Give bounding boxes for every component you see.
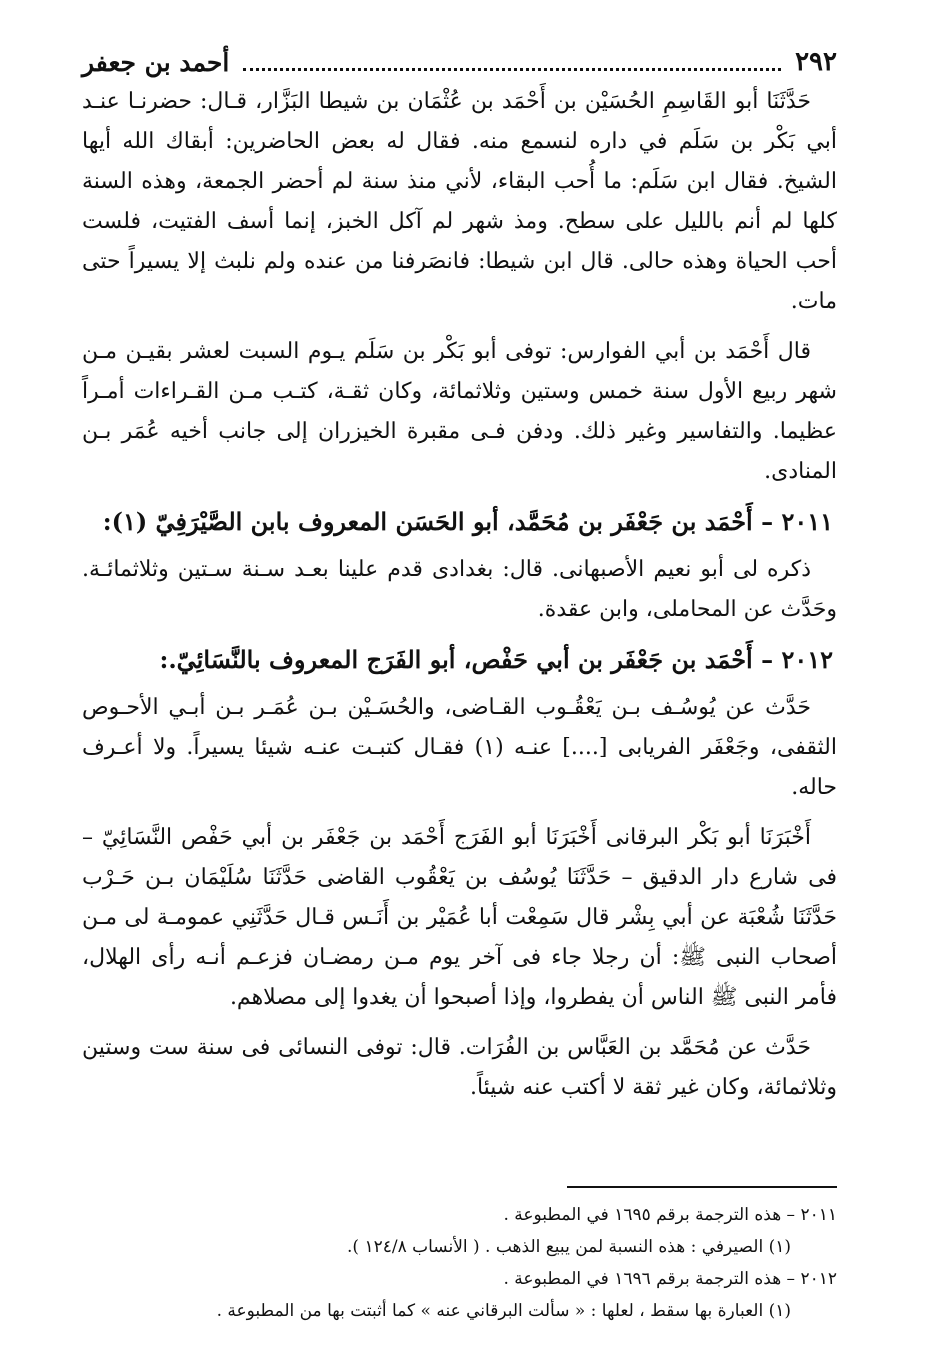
paragraph: حَدَّث عن مُحَمَّد بن العَبَّاس بن الفُرَات. قال: توفى النسائى فى سنة ست وستين وثلاثمائة، وكان غير ثقة لا أكتب عنه شيئاً. xyxy=(82,1035,837,1100)
page-header xyxy=(82,42,837,82)
paragraph: حَدَّثَنَا أبو القَاسِمِ الحُسَيْن بن أَحْمَد بن عُثْمَان بن شيطا البَزَّار، قـال: حضرنـا عنـد أبي بَكْر بن سَلَم في داره لنسمع منه. فقال له بعض الحاضرين: أبقاك الله أيها الشيخ. فقال ابن سَلَم: ما أُحب البقاء، لأني منذ سنة لم أحضر الجمعة، وهذه السنة كلها لم أنم بالليل على سطح. ومذ شهر لم آكل الخبز، إنما أسف الفتيت، فلست أحب الحياة وهذه حالى. قال ابن شيطا: فانصَرفنا من عنده ولم نلبث إلا يسيراً حتى مات. xyxy=(82,89,837,314)
footnote: ٢٠١٢ – هذه الترجمة برقم ١٦٩٦ في المطبوعة . xyxy=(503,1269,837,1289)
running-title: أحمد بن جعفر xyxy=(82,47,230,77)
footnote: (١) العبارة بها سقط ، لعلها : « سألت البرقاني عنه » كما أثبتت بها من المطبوعة . xyxy=(216,1301,791,1321)
footnotes xyxy=(82,1186,837,1328)
footnote: ٢٠١١ – هذه الترجمة برقم ١٦٩٥ في المطبوعة . xyxy=(503,1205,837,1225)
paragraph: حَدَّث عن يُوسُـف بـن يَعْقُـوب القـاضى، والحُسَـيْن بـن عُمَـر بـن أبـي الأحـوص الثقفى، وجَعْفَر الفريابى [....] عنـه (١) فقـال كتبـت عنـه شيئا يسيراً. ولا أعـرف حاله. xyxy=(82,695,837,800)
footnote: (١) الصيرفي : هذه النسبة لمن يبيع الذهب . ( الأنساب ١٢٤/٨ ). xyxy=(347,1237,791,1257)
footnote-rule xyxy=(567,1186,837,1188)
paragraph: أَخْبَرَنَا أبو بَكْر البرقانى أَخْبَرَنَا أبو الفَرَج أَحْمَد بن جَعْفَر بن أبي حَفْص النَّسَائِيّ – فى شارع دار الدقيق – حَدَّثَنَا يُوسُف بن يَعْقُوب القاضى حَدَّثَنَا سُلَيْمَان بـن حَـرْب حَدَّثَنَا شُعْبَة عن أبي بِشْر قال سَمِعْت أبا عُمَيْر بن أَنَـس قـال حَدَّثَنِي عمومـة لى مـن أصحاب النبى ﷺ: أن رجلا جاء فى آخر يوم مـن رمضـان فزعـم أنـه رأى الهلال، فأمر النبى ﷺ الناس أن يفطروا، وإذا أصبحوا أن يغدوا إلى مصلاهم. xyxy=(82,825,837,1010)
paragraph: ذكره لى أبو نعيم الأصبهانى. قال: بغدادى قدم علينا بعـد سـنة سـتين وثلاثمائـة. وحَدَّث عن المحاملى، وابن عقدة. xyxy=(82,557,837,622)
entry-heading-2012: ٢٠١٢ – أَحْمَد بن جَعْفَر بن أبي حَفْص، أبو الفَرَج المعروف بالنَّسَائِيّ.: xyxy=(159,645,833,674)
page-number: ٢٩٢ xyxy=(795,47,837,77)
main-text xyxy=(82,82,837,1118)
paragraph: قال أَحْمَد بن أبي الفوارس: توفى أبو بَكْر بن سَلَم يـوم السبت لعشر بقيـن مـن شهر ربيع الأول سنة خمس وستين وثلاثمائة، وكان ثقـة، كتـب مـن القـراءات أمـراً عظيما. والتفاسير وغير ذلك. ودفن فـى مقبرة الخيزران إلى جانب أخيه عُمَر بـن المنادى. xyxy=(82,339,837,484)
entry-heading-2011: ٢٠١١ – أَحْمَد بن جَعْفَر بن مُحَمَّد، أبو الحَسَن المعروف بابن الصَّيْرَفِيّ (١): xyxy=(102,507,833,536)
dotted-leader xyxy=(243,68,781,71)
